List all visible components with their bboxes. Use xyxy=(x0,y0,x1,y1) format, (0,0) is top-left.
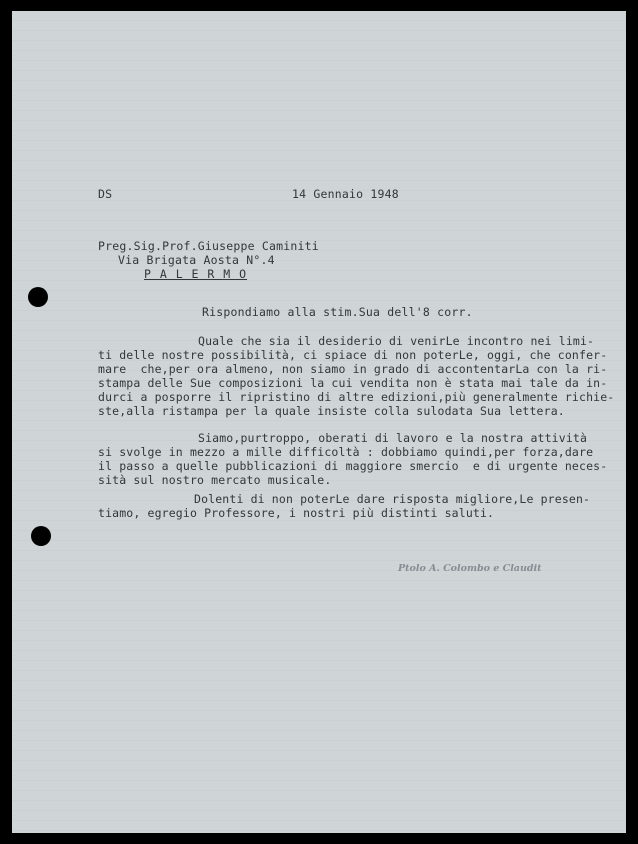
recipient-name: Preg.Sig.Prof.Giuseppe Caminiti xyxy=(98,239,319,253)
paragraph-line: ste,alla ristampa per la quale insiste colla sulodata Sua lettera. xyxy=(98,404,565,418)
punch-hole-bottom xyxy=(31,526,51,546)
recipient-street: Via Brigata Aosta N°.4 xyxy=(118,253,275,267)
punch-hole-top xyxy=(28,287,48,307)
paragraph-line: sità sul nostro mercato musicale. xyxy=(98,473,332,487)
paragraph-line: ti delle nostre possibilità, ci spiace di non poterLe, oggi, che confer- xyxy=(98,348,608,362)
letter-page xyxy=(12,11,626,833)
paragraph-line: mare che,per ora almeno, non siamo in grado di accontentarLa con la ri- xyxy=(98,362,608,376)
paragraph-line: durci a posporre il ripristino di altre edizioni,più generalmente richie- xyxy=(98,390,615,404)
letter-date: 14 Gennaio 1948 xyxy=(292,187,399,201)
paragraph-line: Quale che sia il desiderio di venirLe incontro nei limi- xyxy=(198,334,595,348)
paragraph-line: Dolenti di non poterLe dare risposta migliore,Le presen- xyxy=(194,492,591,506)
recipient-city: P A L E R M O xyxy=(144,267,248,281)
opening-line: Rispondiamo alla stim.Sua dell'8 corr. xyxy=(202,305,473,319)
company-stamp: Ptolo A. Colombo e Claudit xyxy=(398,563,542,574)
reference-code: DS xyxy=(98,187,113,201)
paragraph-line: Siamo,purtroppo, oberati di lavoro e la nostra attività xyxy=(198,431,588,445)
paragraph-line: il passo a quelle pubblicazioni di maggiore smercio e di urgente neces- xyxy=(98,459,608,473)
paragraph-line: tiamo, egregio Professore, i nostri più distinti saluti. xyxy=(98,506,495,520)
paragraph-line: si svolge in mezzo a mille difficoltà : dobbiamo quindi,per forza,dare xyxy=(98,445,594,459)
paragraph-line: stampa delle Sue composizioni la cui vendita non è stata mai tale da in- xyxy=(98,376,608,390)
